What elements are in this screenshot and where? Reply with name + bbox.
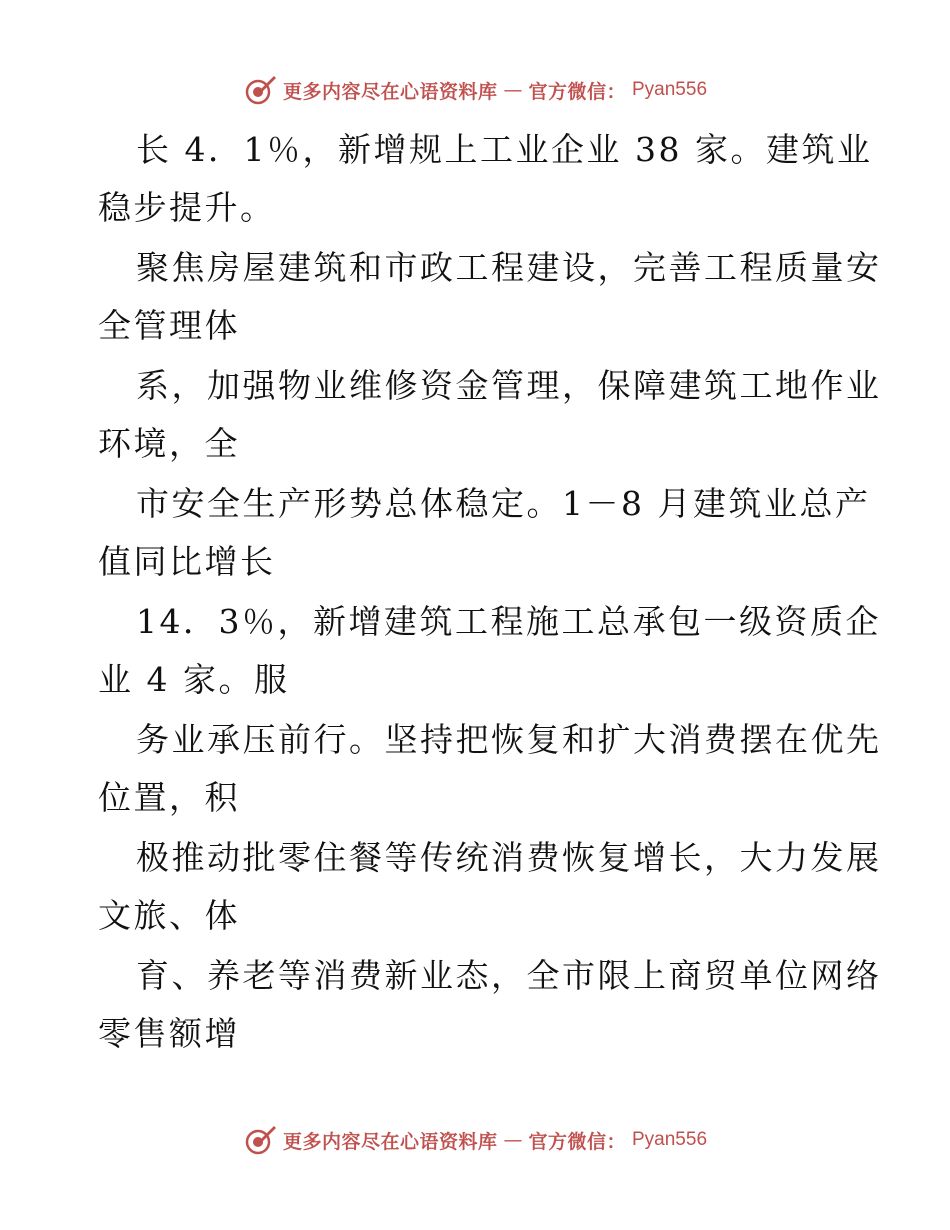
text-line: 零售额增 bbox=[98, 1014, 240, 1053]
header-wechat-id: Pyan556 bbox=[632, 79, 708, 100]
text-line: 值同比增长 bbox=[98, 542, 276, 581]
text-line: 市安全生产形势总体稳定。1－8 月建筑业总产 bbox=[136, 484, 871, 523]
text-line: 位置，积 bbox=[98, 778, 240, 817]
footer-wechat-id: Pyan556 bbox=[632, 1129, 708, 1150]
text-line: 系，加强物业维修资金管理，保障建筑工地作业 bbox=[136, 366, 882, 405]
text-line: 14．3％，新增建筑工程施工总承包一级资质企 bbox=[136, 602, 881, 641]
header-banner bbox=[0, 70, 950, 110]
header-wechat-label: 官方微信： bbox=[528, 80, 626, 103]
text-line: 全管理体 bbox=[98, 306, 240, 345]
pen-logo-icon bbox=[243, 73, 277, 107]
text-line: 育、养老等消费新业态，全市限上商贸单位网络 bbox=[136, 956, 882, 995]
footer-site-text: 更多内容尽在心语资料库 bbox=[282, 1130, 498, 1153]
text-line: 极推动批零住餐等传统消费恢复增长，大力发展 bbox=[136, 838, 882, 877]
text-line: 环境，全 bbox=[98, 424, 240, 463]
text-line: 文旅、体 bbox=[98, 896, 240, 935]
footer-separator: — bbox=[503, 1129, 523, 1151]
text-line: 业 4 家。服 bbox=[98, 660, 290, 699]
footer-wechat-label: 官方微信： bbox=[528, 1130, 626, 1153]
text-line: 稳步提升。 bbox=[98, 188, 276, 227]
footer-banner bbox=[0, 1120, 950, 1160]
pen-logo-icon bbox=[243, 1123, 277, 1157]
text-line: 长 4．1％，新增规上工业企业 38 家。建筑业 bbox=[136, 130, 873, 169]
text-line: 务业承压前行。坚持把恢复和扩大消费摆在优先 bbox=[136, 720, 882, 759]
text-line: 聚焦房屋建筑和市政工程建设，完善工程质量安 bbox=[136, 248, 882, 287]
header-site-text: 更多内容尽在心语资料库 bbox=[282, 80, 498, 103]
header-separator: — bbox=[503, 79, 523, 101]
